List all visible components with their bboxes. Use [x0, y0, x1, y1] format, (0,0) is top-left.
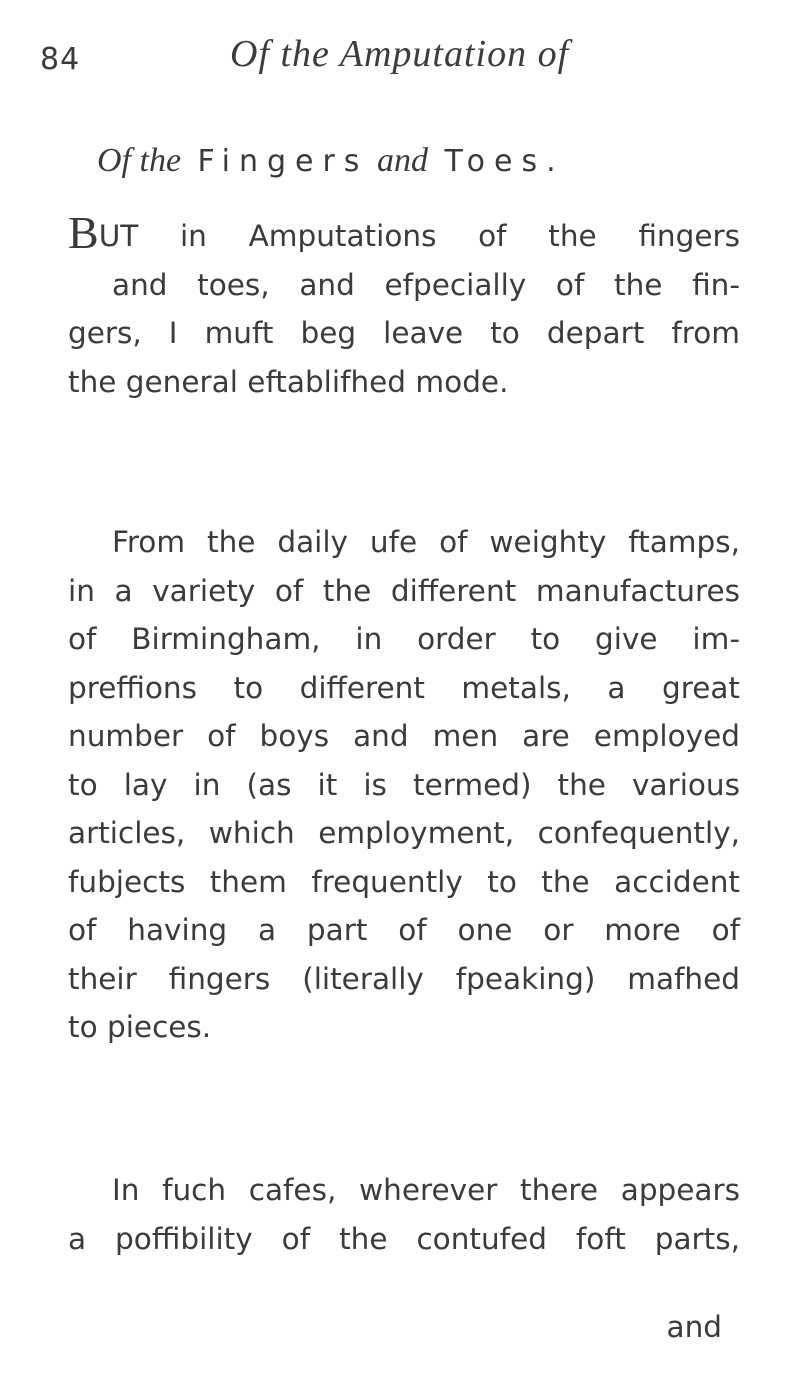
- running-title: Of the Amputation of: [230, 33, 570, 75]
- paragraph-line: to lay in (as it is termed) the various: [68, 767, 740, 802]
- paragraph-line: and toes, and efpecially of the fin-: [112, 267, 740, 302]
- paragraph-line: their fingers (literally fpeaking) mafhed: [68, 961, 740, 996]
- paragraph-line: number of boys and men are employed: [68, 719, 740, 753]
- paragraph-line: of Birmingham, in order to give im-: [68, 622, 740, 656]
- running-head: [40, 30, 760, 90]
- heading-toes: Toes.: [444, 144, 565, 179]
- paragraph-3: [68, 1166, 740, 1263]
- paragraph-line: From the daily ufe of weighty ftamps,: [112, 525, 740, 559]
- paragraph-line: preffions to different metals, a great: [68, 670, 740, 705]
- paragraph-line: to pieces.: [68, 1010, 212, 1044]
- catchword: and: [666, 1310, 722, 1344]
- paragraph-line: articles, which employment, confequently,: [68, 816, 740, 850]
- paragraph-line: of having a part of one or more of: [68, 913, 740, 947]
- paragraph-line: gers, I muft beg leave to depart from: [68, 316, 740, 350]
- paragraph-line: fubjects them frequently to the accident: [68, 864, 740, 899]
- paragraph-line: the general eftablifhed mode.: [68, 364, 509, 399]
- paragraph-line: [68, 207, 740, 261]
- heading-and: and: [376, 142, 428, 179]
- paragraph-line: In fuch cafes, wherever there appears: [112, 1173, 740, 1207]
- section-heading: [97, 142, 747, 180]
- paragraph-line: in a variety of the different manufactures: [68, 573, 740, 608]
- paragraph-2: [68, 518, 740, 1052]
- heading-of-the: Of the: [97, 142, 182, 179]
- paragraph-line: a poffibility of the contufed foft parts,: [68, 1221, 740, 1256]
- heading-fingers: Fingers: [197, 144, 369, 179]
- paragraph-line-text: UT in Amputations of the fingers: [98, 219, 740, 253]
- page-number: 84: [40, 42, 81, 77]
- paragraph-1: [68, 207, 740, 406]
- drop-cap: B: [68, 207, 99, 258]
